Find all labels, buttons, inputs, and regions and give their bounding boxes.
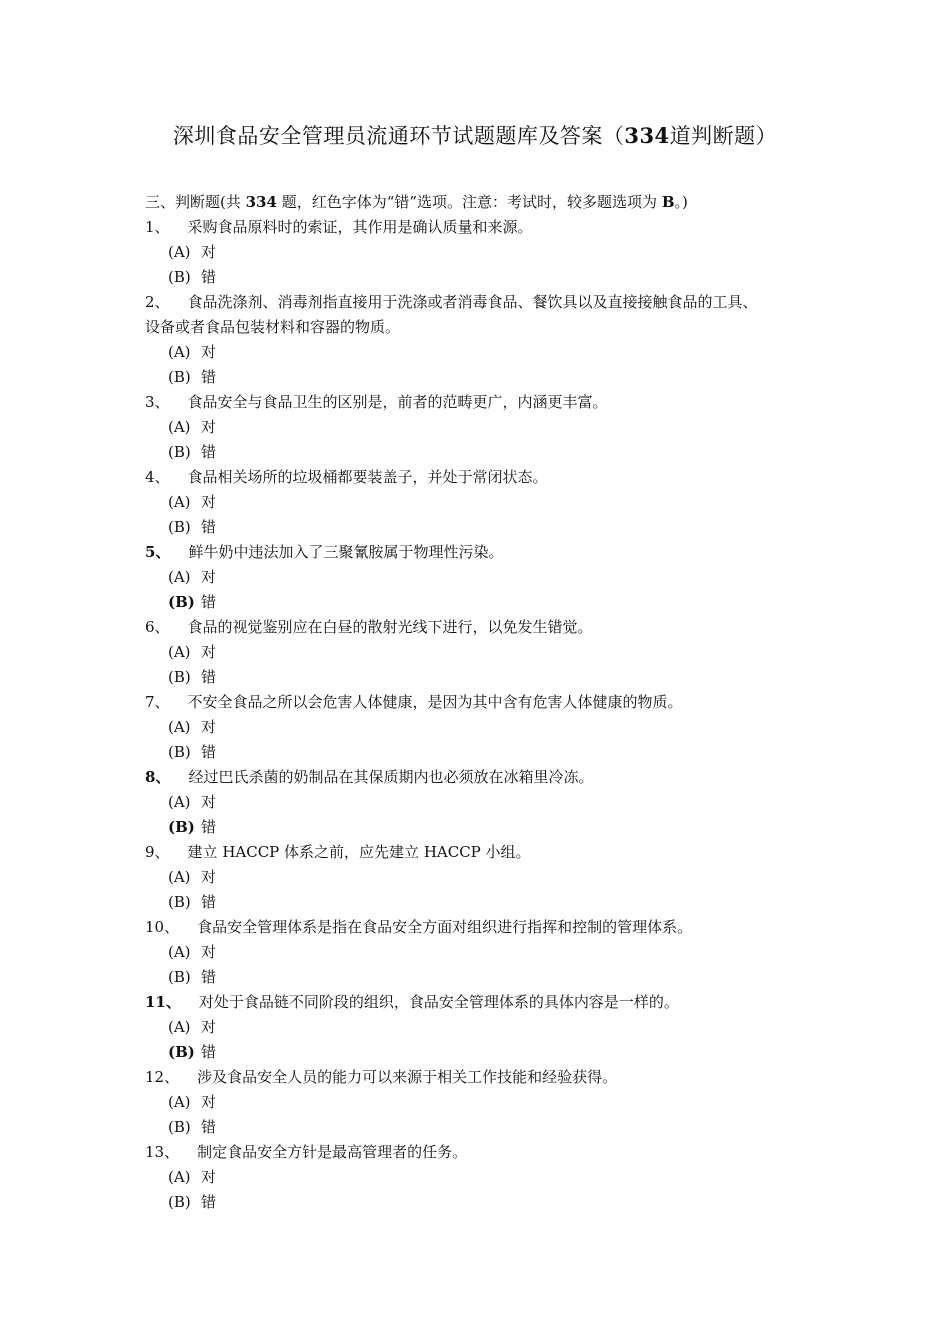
- option-text: 对: [201, 643, 217, 661]
- question-text: 经过巴氏杀菌的奶制品在其保质期内也必须放在冰箱里冷冻。: [188, 768, 594, 786]
- option-text: 错: [201, 668, 217, 686]
- option-a: [145, 1165, 825, 1190]
- option-label: (A): [168, 1018, 191, 1036]
- question-number: 6、: [145, 618, 170, 636]
- option-label: (A): [168, 418, 191, 436]
- option-text: 错: [201, 1118, 217, 1136]
- question-number: 9、: [145, 843, 170, 861]
- option-b: [145, 1115, 825, 1140]
- option-label: (A): [168, 793, 191, 811]
- option-label: (A): [168, 1168, 191, 1186]
- option-text: 对: [201, 1093, 217, 1111]
- question-item: [145, 215, 825, 240]
- option-a: [145, 1015, 825, 1040]
- option-label: (B): [168, 893, 191, 911]
- option-text: 错: [201, 968, 217, 986]
- option-b: [145, 1190, 825, 1215]
- page-title: [0, 120, 950, 150]
- option-label: (A): [168, 943, 191, 961]
- option-b: [145, 1040, 825, 1065]
- intro-count: 334: [245, 193, 277, 211]
- option-label: (B): [168, 368, 191, 386]
- option-label: (A): [168, 643, 191, 661]
- option-text: 对: [201, 418, 217, 436]
- option-label: (B): [168, 443, 191, 461]
- question-item: [145, 615, 825, 640]
- option-text: 对: [201, 243, 217, 261]
- question-text: 制定食品安全方针是最高管理者的任务。: [197, 1143, 468, 1161]
- question-item: [145, 840, 825, 865]
- question-number: 11、: [145, 993, 181, 1011]
- title-prefix: 深圳食品安全管理员流通环节试题题库及答案（: [172, 124, 625, 148]
- option-a: [145, 640, 825, 665]
- intro-text-2: 题，红色字体为“错”选项。注意：考试时，较多题选项为: [276, 193, 662, 211]
- option-text: 错: [201, 1043, 217, 1061]
- option-b: [145, 965, 825, 990]
- option-text: 错: [201, 818, 217, 836]
- option-a: [145, 940, 825, 965]
- questions-container: [145, 215, 825, 1215]
- question-number: 13、: [145, 1143, 180, 1161]
- section-intro: [145, 190, 825, 215]
- option-b: [145, 515, 825, 540]
- option-text: 对: [201, 1018, 217, 1036]
- option-label: (B): [168, 268, 191, 286]
- option-text: 错: [201, 743, 217, 761]
- option-label: (A): [168, 493, 191, 511]
- question-item: [145, 465, 825, 490]
- question-text: 鲜牛奶中违法加入了三聚氰胺属于物理性污染。: [188, 543, 504, 561]
- question-item: [145, 1140, 825, 1165]
- option-label: (B): [168, 518, 191, 536]
- question-text-continued: 设备或者食品包装材料和容器的物质。: [145, 318, 401, 336]
- option-text: 错: [201, 268, 217, 286]
- question-number: 7、: [145, 693, 170, 711]
- option-label: (A): [168, 568, 191, 586]
- question-text: 涉及食品安全人员的能力可以来源于相关工作技能和经验获得。: [197, 1068, 618, 1086]
- option-b: [145, 740, 825, 765]
- question-item: [145, 1065, 825, 1090]
- question-number: 10、: [145, 918, 180, 936]
- question-text: 食品相关场所的垃圾桶都要装盖子，并处于常闭状态。: [187, 468, 548, 486]
- option-label: (B): [168, 1043, 195, 1061]
- option-text: 错: [201, 518, 217, 536]
- option-b: [145, 440, 825, 465]
- option-a: [145, 790, 825, 815]
- question-item: [145, 290, 825, 340]
- option-label: (A): [168, 243, 191, 261]
- option-label: (B): [168, 1118, 191, 1136]
- option-a: [145, 1090, 825, 1115]
- option-label: (B): [168, 593, 195, 611]
- question-text: 食品安全与食品卫生的区别是，前者的范畴更广，内涵更丰富。: [187, 393, 608, 411]
- intro-answer: B: [661, 193, 675, 211]
- question-text: 建立 HACCP 体系之前，应先建立 HACCP 小组。: [187, 843, 531, 861]
- option-a: [145, 490, 825, 515]
- question-item: [145, 990, 825, 1015]
- question-number: 2、: [145, 293, 170, 311]
- question-item: [145, 690, 825, 715]
- option-b: [145, 665, 825, 690]
- option-text: 对: [201, 793, 217, 811]
- option-a: [145, 865, 825, 890]
- question-text: 对处于食品链不同阶段的组织，食品安全管理体系的具体内容是一样的。: [198, 993, 679, 1011]
- question-number: 3、: [145, 393, 170, 411]
- option-a: [145, 240, 825, 265]
- question-item: [145, 540, 825, 565]
- option-label: (A): [168, 868, 191, 886]
- option-label: (B): [168, 818, 195, 836]
- question-item: [145, 390, 825, 415]
- option-label: (A): [168, 718, 191, 736]
- option-a: [145, 715, 825, 740]
- question-item: [145, 765, 825, 790]
- option-text: 对: [201, 568, 217, 586]
- option-label: (B): [168, 968, 191, 986]
- option-text: 错: [201, 368, 217, 386]
- question-text: 食品洗涤剂、消毒剂指直接用于洗涤或者消毒食品、餐饮具以及直接接触食品的工具、: [187, 293, 758, 311]
- option-b: [145, 815, 825, 840]
- option-a: [145, 565, 825, 590]
- question-text: 不安全食品之所以会危害人体健康，是因为其中含有危害人体健康的物质。: [187, 693, 683, 711]
- option-label: (B): [168, 1193, 191, 1211]
- option-text: 错: [201, 893, 217, 911]
- option-text: 对: [201, 943, 217, 961]
- question-text: 食品安全管理体系是指在食品安全方面对组织进行指挥和控制的管理体系。: [197, 918, 693, 936]
- question-number: 4、: [145, 468, 170, 486]
- question-number: 12、: [145, 1068, 180, 1086]
- question-item: [145, 915, 825, 940]
- option-b: [145, 365, 825, 390]
- option-label: (B): [168, 743, 191, 761]
- option-text: 对: [201, 343, 217, 361]
- option-a: [145, 340, 825, 365]
- option-text: 对: [201, 1168, 217, 1186]
- title-suffix: 道判断题）: [669, 124, 778, 148]
- option-b: [145, 890, 825, 915]
- title-count: 334: [624, 123, 670, 148]
- question-list: [145, 190, 825, 1215]
- question-number: 5、: [145, 543, 171, 561]
- option-text: 对: [201, 493, 217, 511]
- option-label: (B): [168, 668, 191, 686]
- question-text: 采购食品原料时的索证，其作用是确认质量和来源。: [187, 218, 533, 236]
- option-text: 对: [201, 868, 217, 886]
- intro-text-1: 三、判断题(共: [145, 193, 246, 211]
- question-number: 1、: [145, 218, 170, 236]
- question-number: 8、: [145, 768, 171, 786]
- option-a: [145, 415, 825, 440]
- option-text: 对: [201, 718, 217, 736]
- option-text: 错: [201, 593, 217, 611]
- option-b: [145, 265, 825, 290]
- option-b: [145, 590, 825, 615]
- option-label: (A): [168, 1093, 191, 1111]
- intro-text-3: 。): [674, 193, 688, 211]
- option-text: 错: [201, 443, 217, 461]
- option-text: 错: [201, 1193, 217, 1211]
- question-text: 食品的视觉鉴别应在白昼的散射光线下进行，以免发生错觉。: [187, 618, 593, 636]
- option-label: (A): [168, 343, 191, 361]
